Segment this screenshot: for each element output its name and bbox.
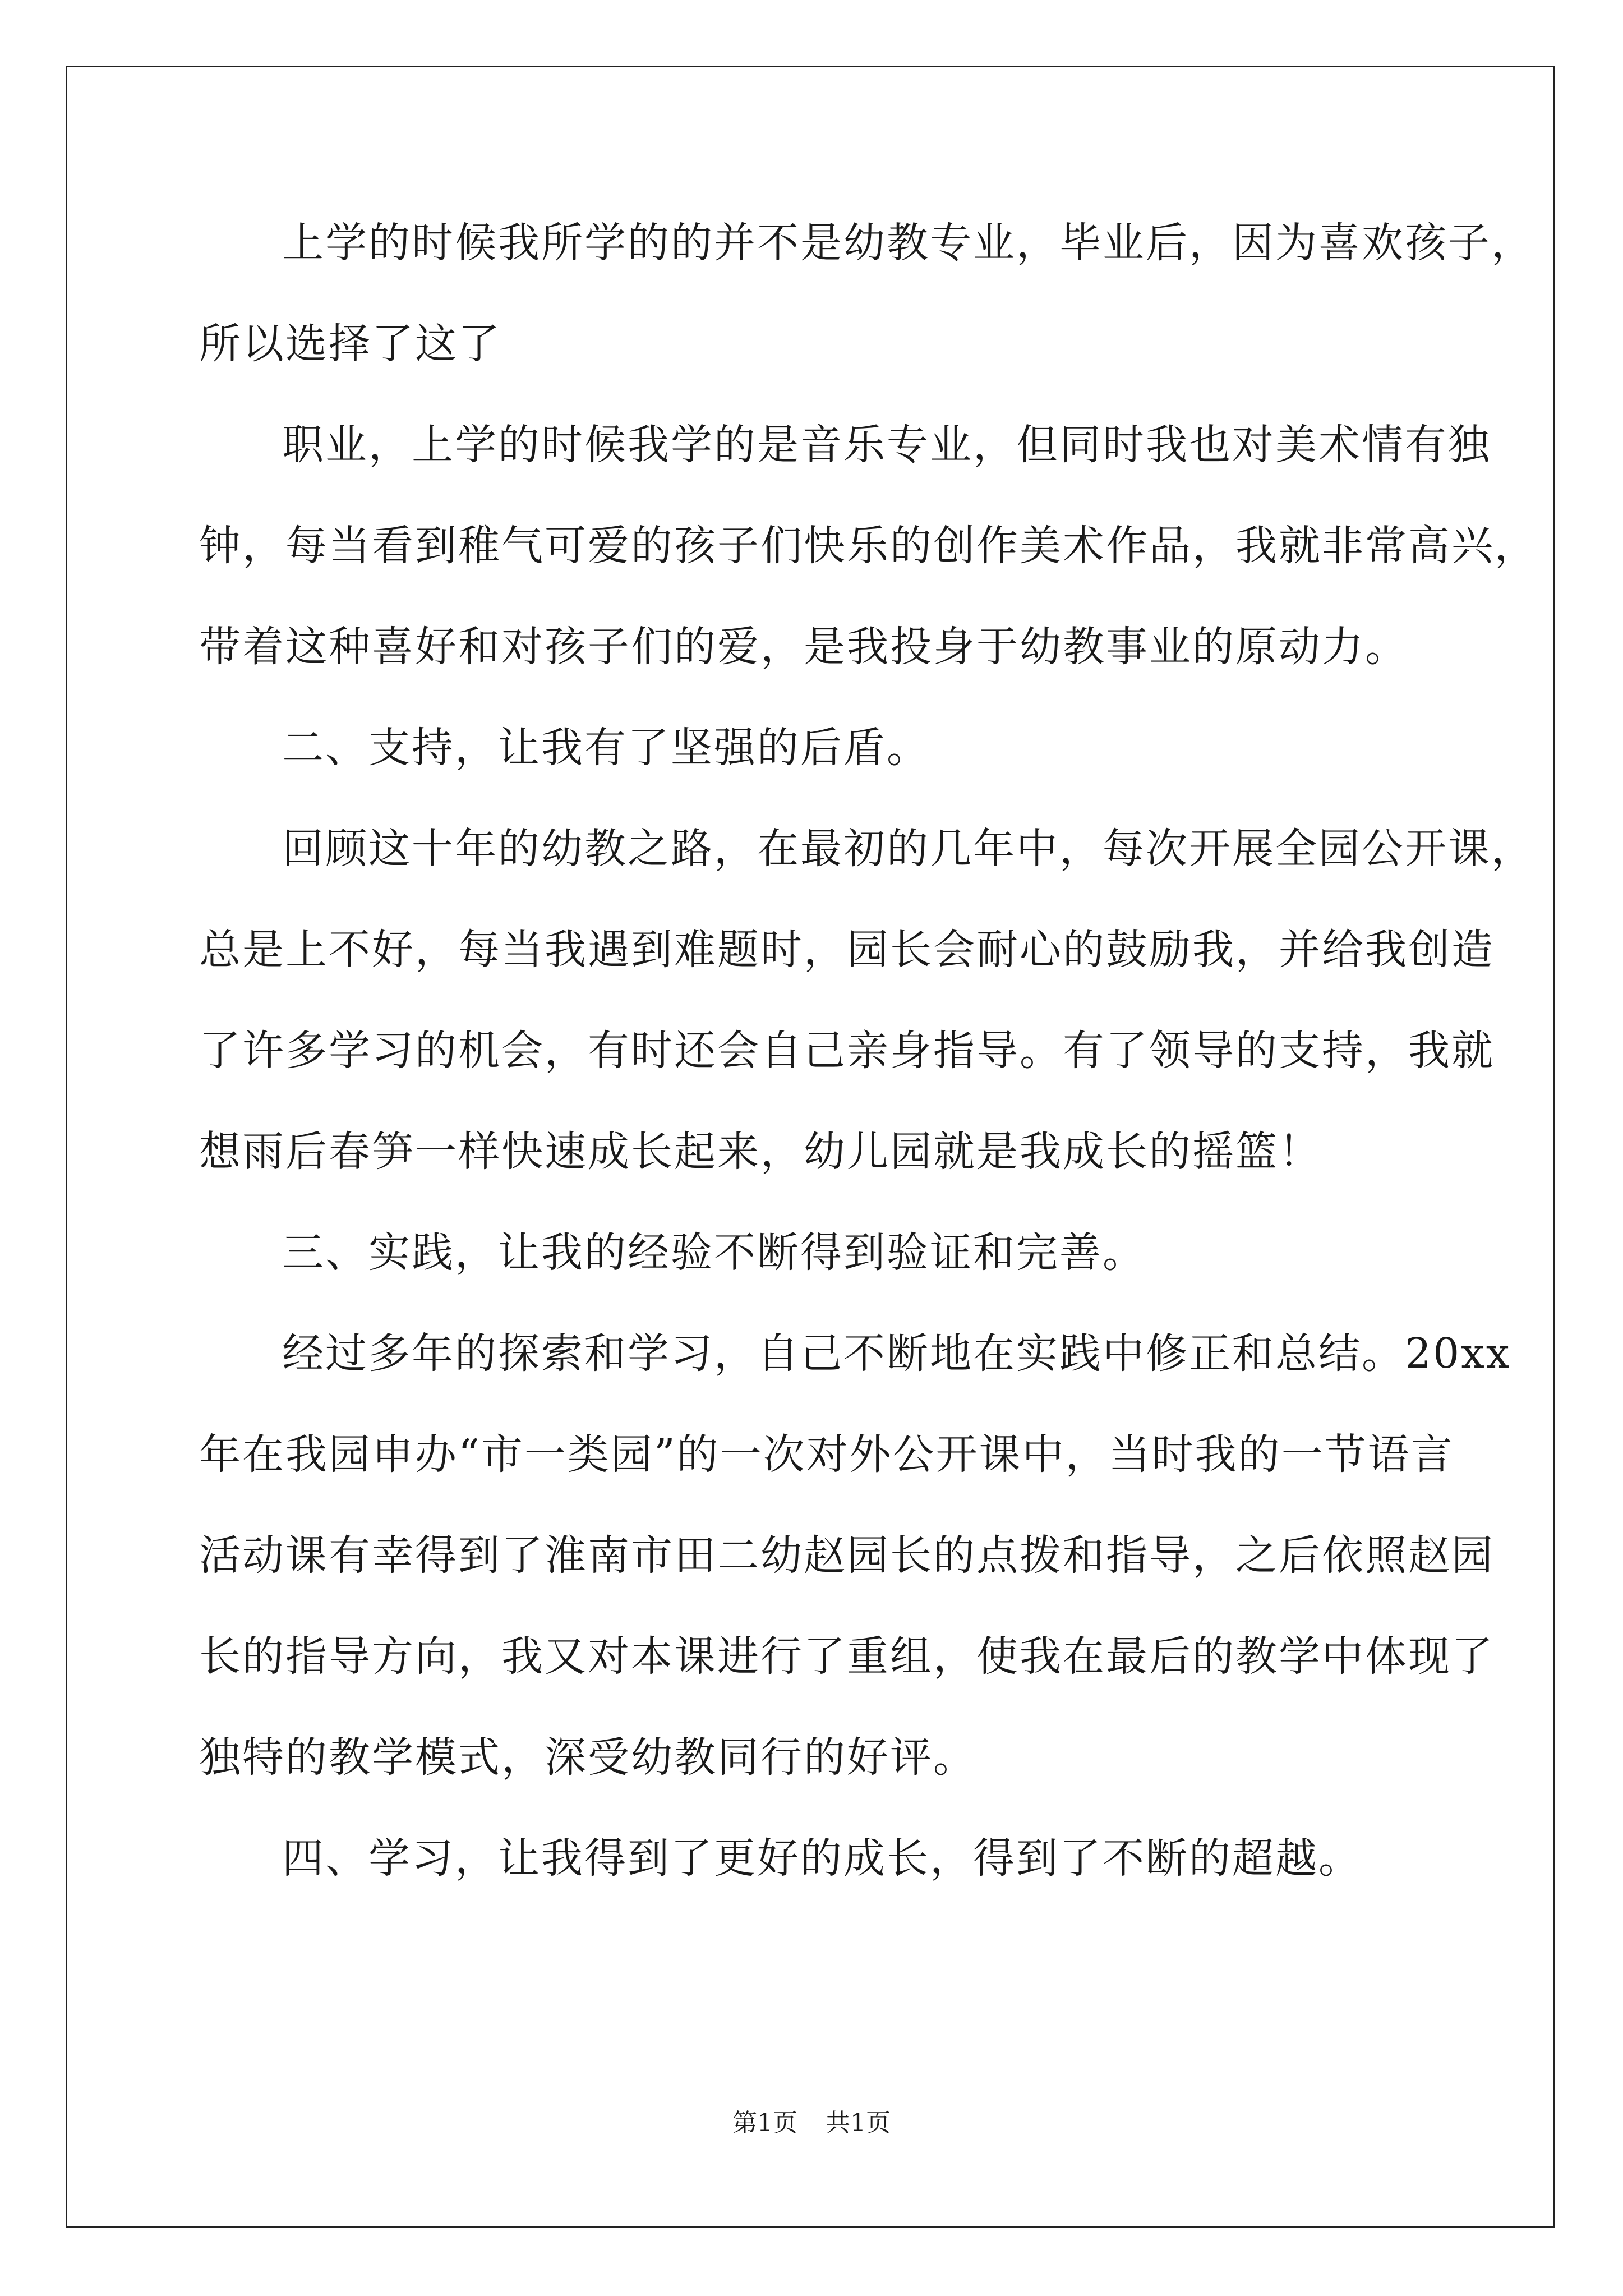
paragraph-line: 长的指导方向，我又对本课进行了重组，使我在最后的教学中体现了 xyxy=(199,1632,1495,1681)
paragraph-line: 钟，每当看到稚气可爱的孩子们快乐的创作美术作品，我就非常高兴， xyxy=(199,522,1538,570)
page-number: 第1页 xyxy=(732,2109,797,2137)
section-heading: 四、学习，让我得到了更好的成长，得到了不断的超越。 xyxy=(282,1834,1362,1883)
page-total: 共1页 xyxy=(826,2109,891,2137)
paragraph-line: 想雨后春笋一样快速成长起来，幼儿园就是我成长的摇篮！ xyxy=(199,1128,1322,1176)
paragraph-line: 回顾这十年的幼教之路，在最初的几年中，每次开展全园公开课， xyxy=(282,825,1534,873)
section-heading: 二、支持，让我有了坚强的后盾。 xyxy=(282,724,930,772)
section-heading: 三、实践，让我的经验不断得到验证和完善。 xyxy=(282,1228,1146,1277)
paragraph-line: 经过多年的探索和学习，自己不断地在实践中修正和总结。20xx xyxy=(282,1329,1511,1378)
paragraph-line: 活动课有幸得到了淮南市田二幼赵园长的点拨和指导，之后依照赵园 xyxy=(199,1531,1495,1580)
paragraph-line: 上学的时候我所学的的并不是幼教专业，毕业后，因为喜欢孩子， xyxy=(282,219,1534,267)
paragraph-line: 带着这种喜好和对孩子们的爱，是我投身于幼教事业的原动力。 xyxy=(199,623,1408,671)
paragraph-line: 职业，上学的时候我学的是音乐专业，但同时我也对美术情有独 xyxy=(282,421,1491,469)
page-footer xyxy=(0,2106,1623,2140)
paragraph-line: 所以选择了这了 xyxy=(199,320,501,368)
paragraph-line: 独特的教学模式，深受幼教同行的好评。 xyxy=(199,1733,976,1782)
paragraph-line: 总是上不好，每当我遇到难题时，园长会耐心的鼓励我，并给我创造 xyxy=(199,926,1495,974)
paragraph-line: 年在我园申办“市一类园”的一次对外公开课中，当时我的一节语言 xyxy=(199,1430,1454,1479)
paragraph-line: 了许多学习的机会，有时还会自己亲身指导。有了领导的支持，我就 xyxy=(199,1027,1495,1075)
